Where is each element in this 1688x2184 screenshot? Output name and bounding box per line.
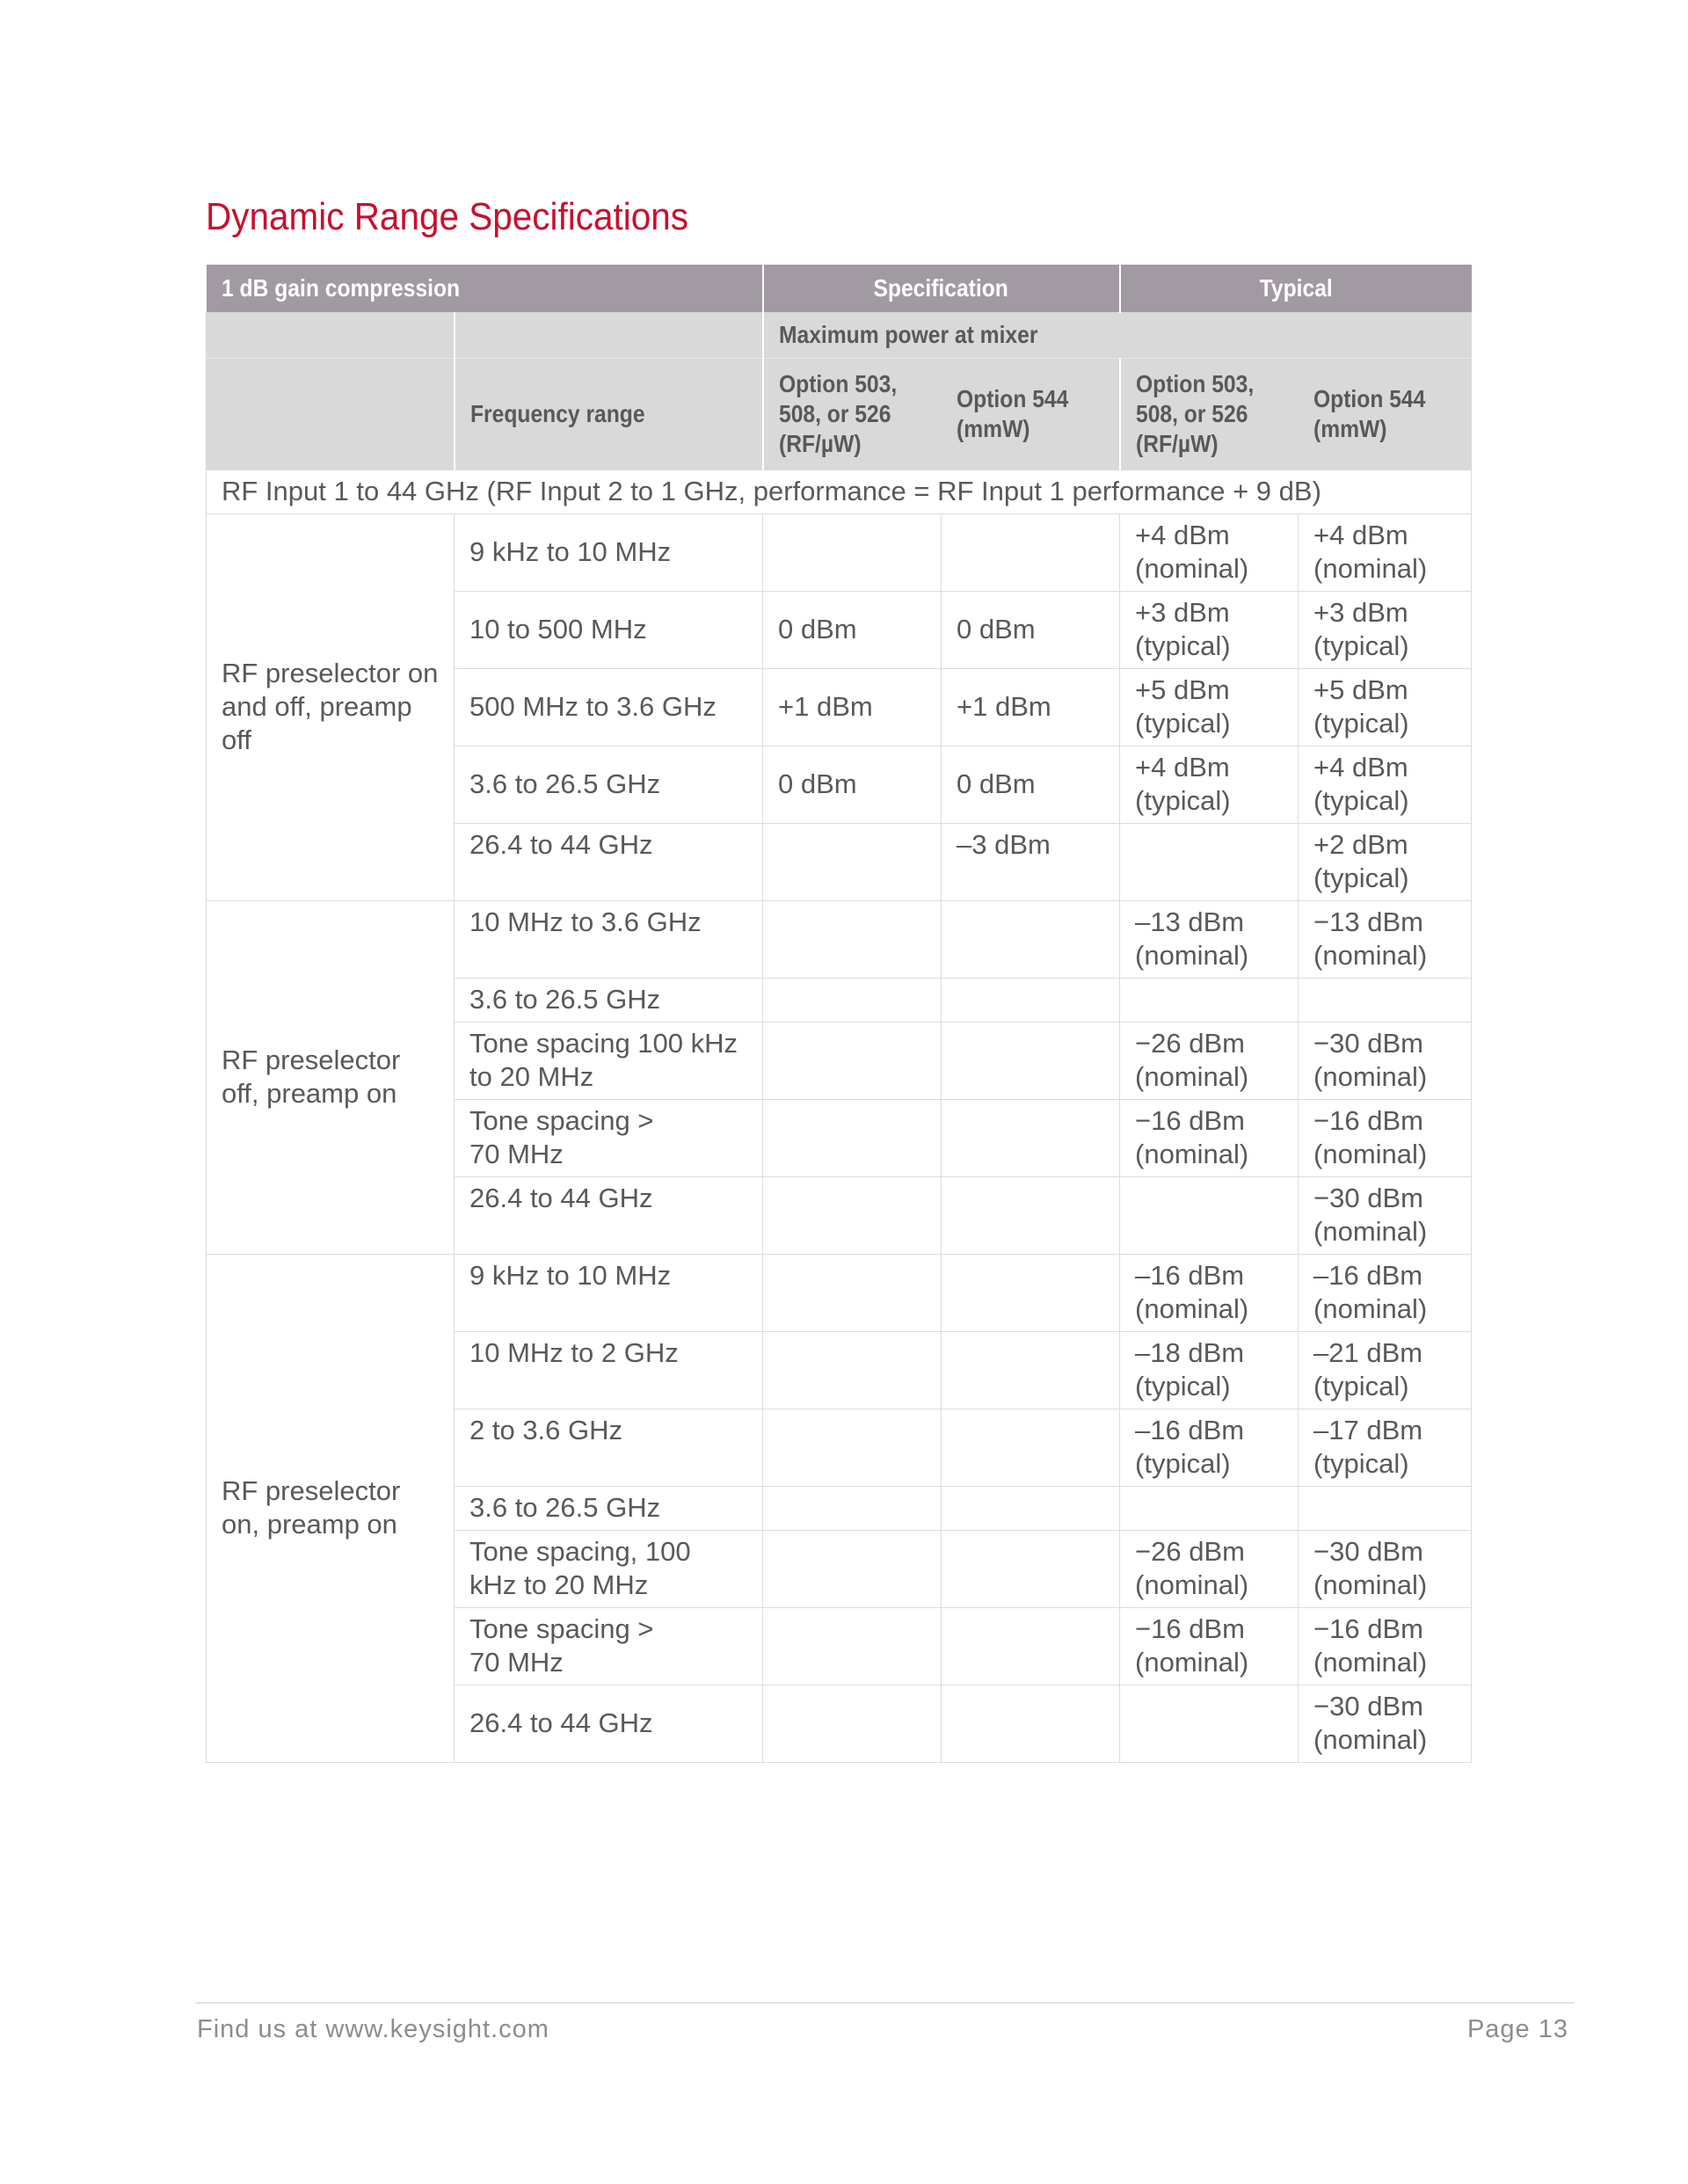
rf-input-note-row [207,470,1472,513]
colheader-empty [207,358,455,470]
typ544-cell: +2 dBm (typical) [1299,823,1472,900]
typ503-cell: –16 dBm (typical) [1120,1409,1299,1486]
typ544-cell: +3 dBm (typical) [1299,591,1472,668]
typ503-cell: –13 dBm (nominal) [1120,900,1299,978]
freq-cell: 10 to 500 MHz [455,591,763,668]
page-title: Dynamic Range Specifications [206,195,688,238]
spec544-cell [942,1099,1120,1176]
header-gain-compression: 1 dB gain compression [207,265,763,312]
freq-cell: Tone spacing 100 kHz to 20 MHz [455,1022,763,1099]
freq-cell: 3.6 to 26.5 GHz [455,978,763,1022]
freq-cell: 10 MHz to 2 GHz [455,1331,763,1409]
spec503-cell [763,1254,942,1331]
footer-website: Find us at www.keysight.com [197,2015,549,2043]
category-cell: RF preselector on, preamp on [207,1254,455,1762]
spec503-cell: +1 dBm [763,668,942,746]
freq-cell: 26.4 to 44 GHz [455,1176,763,1254]
spec503-cell [763,1176,942,1254]
typ544-cell: −16 dBm (nominal) [1299,1099,1472,1176]
spec544-cell: 0 dBm [942,746,1120,823]
colheader-spec-opt544: Option 544 (mmW) [942,358,1120,470]
spec544-cell: 0 dBm [942,591,1120,668]
typ503-cell: –18 dBm (typical) [1120,1331,1299,1409]
subheader-empty [207,312,455,358]
spec503-cell [763,1331,942,1409]
subheader-empty-2 [455,312,763,358]
freq-cell: Tone spacing > 70 MHz [455,1607,763,1685]
typ544-cell: +4 dBm (nominal) [1299,513,1472,591]
spec544-cell: +1 dBm [942,668,1120,746]
freq-cell: 3.6 to 26.5 GHz [455,1486,763,1530]
typ503-cell: +4 dBm (nominal) [1120,513,1299,591]
spec503-cell [763,1099,942,1176]
freq-cell: Tone spacing, 100 kHz to 20 MHz [455,1530,763,1607]
footer-page-number: Page 13 [1466,2015,1568,2043]
typ544-cell: –16 dBm (nominal) [1299,1254,1472,1331]
freq-cell: 9 kHz to 10 MHz [455,1254,763,1331]
table-column-header-row [207,358,1472,470]
typ503-cell [1120,823,1299,900]
typ503-cell: −26 dBm (nominal) [1120,1530,1299,1607]
spec503-cell [763,513,942,591]
typ544-cell: −30 dBm (nominal) [1299,1530,1472,1607]
table-row [207,513,1472,591]
colheader-spec-opt503: Option 503, 508, or 526 (RF/µW) [763,358,942,470]
header-specification: Specification [763,265,1120,312]
spec503-cell [763,1486,942,1530]
typ503-cell: −26 dBm (nominal) [1120,1022,1299,1099]
table-subheader-row [207,312,1472,358]
spec503-cell [763,1409,942,1486]
spec503-cell [763,900,942,978]
spec544-cell [942,1486,1120,1530]
freq-cell: Tone spacing > 70 MHz [455,1099,763,1176]
typ544-cell: −13 dBm (nominal) [1299,900,1472,978]
spec503-cell: 0 dBm [763,591,942,668]
typ544-cell [1299,978,1472,1022]
freq-cell: 2 to 3.6 GHz [455,1409,763,1486]
freq-cell: 26.4 to 44 GHz [455,823,763,900]
header-max-power: Maximum power at mixer [763,312,1472,358]
typ544-cell: −30 dBm (nominal) [1299,1685,1472,1762]
spec544-cell [942,900,1120,978]
typ503-cell [1120,1685,1299,1762]
spec503-cell [763,1530,942,1607]
freq-cell: 10 MHz to 3.6 GHz [455,900,763,978]
spec503-cell [763,978,942,1022]
table-header-row [207,265,1472,312]
table-row [207,900,1472,978]
spec503-cell [763,1022,942,1099]
category-cell: RF preselector off, preamp on [207,900,455,1254]
typ544-cell: +5 dBm (typical) [1299,668,1472,746]
typ503-cell: −16 dBm (nominal) [1120,1607,1299,1685]
spec544-cell: –3 dBm [942,823,1120,900]
spec503-cell [763,1607,942,1685]
rf-input-note: RF Input 1 to 44 GHz (RF Input 2 to 1 GHz, performance = RF Input 1 performance + 9 dB) [207,470,1472,513]
colheader-typ-opt503: Option 503, 508, or 526 (RF/µW) [1120,358,1299,470]
spec544-cell [942,1176,1120,1254]
spec544-cell [942,978,1120,1022]
spec544-cell [942,513,1120,591]
spec503-cell [763,823,942,900]
spec544-cell [942,1409,1120,1486]
typ544-cell: −30 dBm (nominal) [1299,1022,1472,1099]
spec544-cell [942,1331,1120,1409]
typ503-cell [1120,1486,1299,1530]
spec544-cell [942,1607,1120,1685]
typ544-cell: –17 dBm (typical) [1299,1409,1472,1486]
typ544-cell: +4 dBm (typical) [1299,746,1472,823]
freq-cell: 9 kHz to 10 MHz [455,513,763,591]
spec503-cell: 0 dBm [763,746,942,823]
colheader-frequency-range: Frequency range [455,358,763,470]
spec544-cell [942,1530,1120,1607]
typ503-cell [1120,978,1299,1022]
spec503-cell [763,1685,942,1762]
typ503-cell: −16 dBm (nominal) [1120,1099,1299,1176]
typ503-cell [1120,1176,1299,1254]
typ544-cell [1299,1486,1472,1530]
dynamic-range-table [206,265,1472,1763]
typ503-cell: +4 dBm (typical) [1120,746,1299,823]
typ503-cell: –16 dBm (nominal) [1120,1254,1299,1331]
typ544-cell: –21 dBm (typical) [1299,1331,1472,1409]
typ503-cell: +3 dBm (typical) [1120,591,1299,668]
spec544-cell [942,1022,1120,1099]
spec544-cell [942,1685,1120,1762]
header-typical: Typical [1120,265,1472,312]
colheader-typ-opt544: Option 544 (mmW) [1299,358,1472,470]
typ544-cell: −30 dBm (nominal) [1299,1176,1472,1254]
freq-cell: 26.4 to 44 GHz [455,1685,763,1762]
spec544-cell [942,1254,1120,1331]
footer-divider [195,2002,1575,2004]
typ503-cell: +5 dBm (typical) [1120,668,1299,746]
freq-cell: 3.6 to 26.5 GHz [455,746,763,823]
category-cell: RF preselector on and off, preamp off [207,513,455,900]
typ544-cell: −16 dBm (nominal) [1299,1607,1472,1685]
freq-cell: 500 MHz to 3.6 GHz [455,668,763,746]
table-row [207,1254,1472,1331]
